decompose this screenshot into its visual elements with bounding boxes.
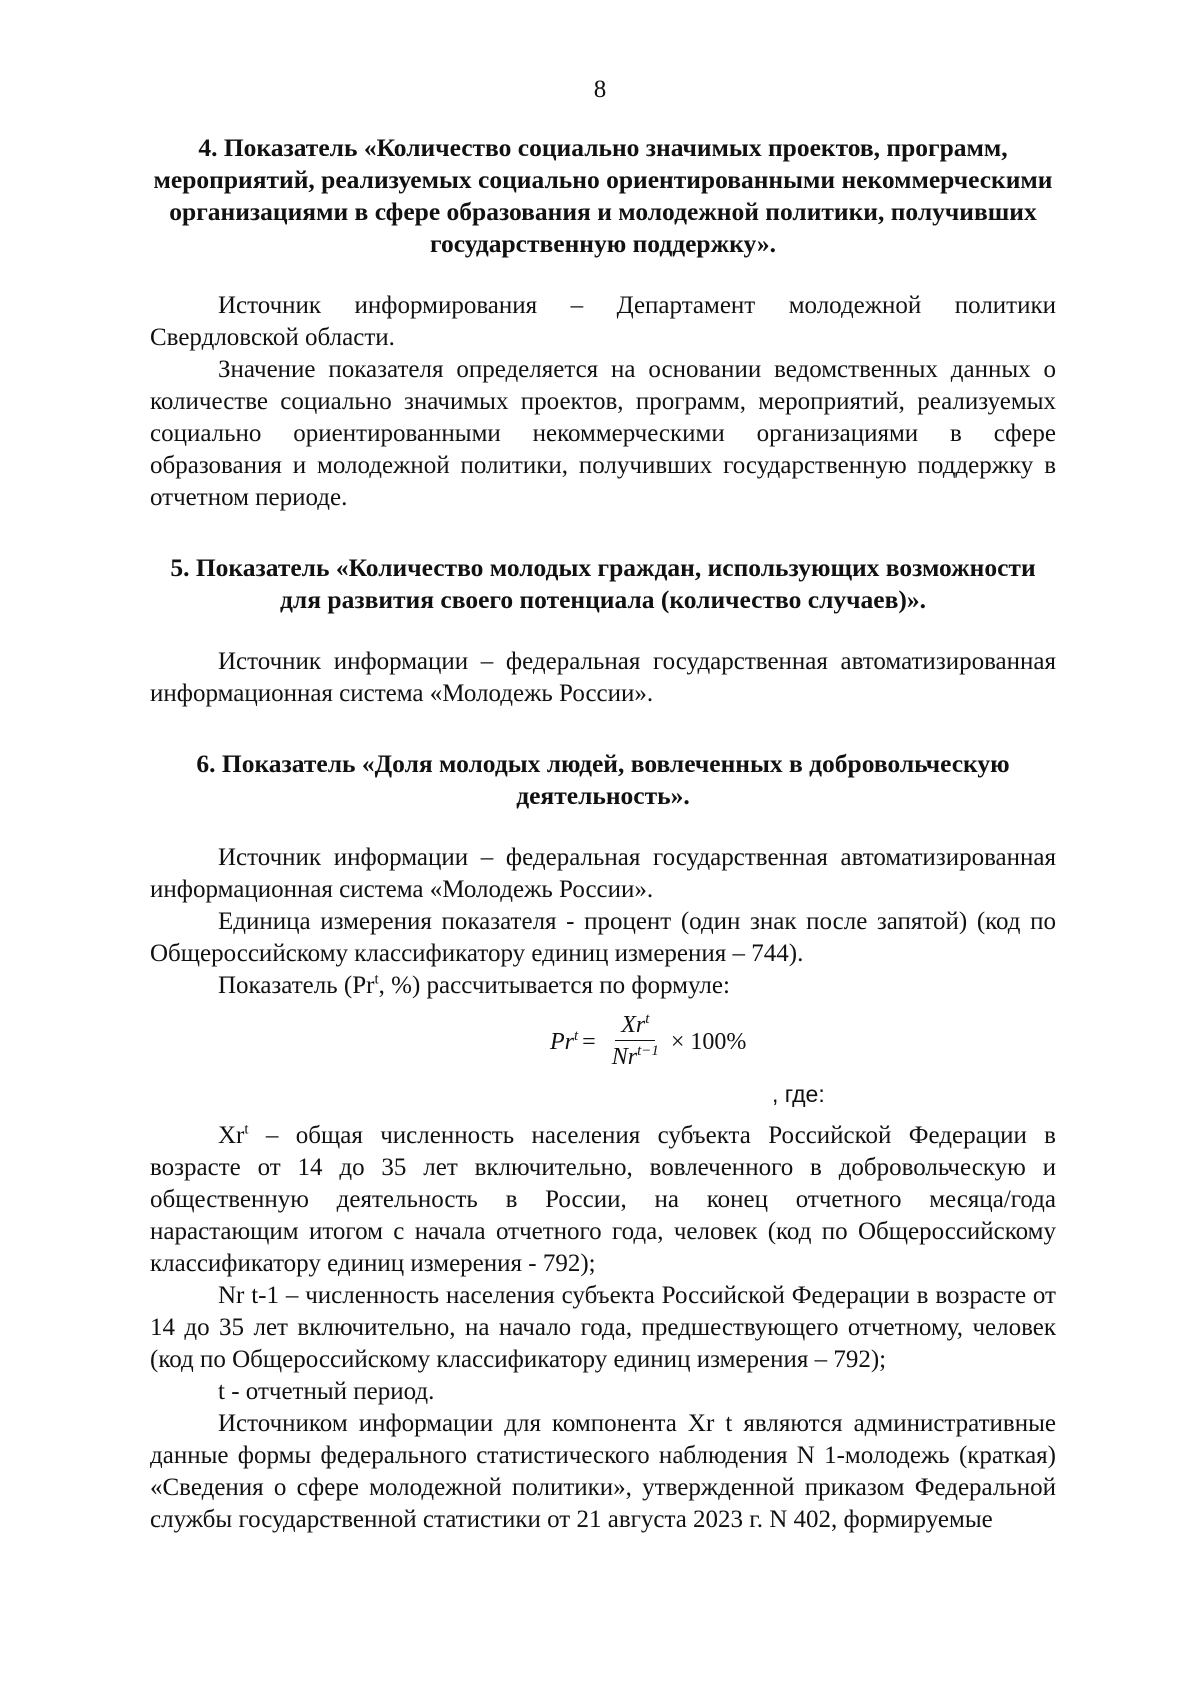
section-6-data-source-paragraph: Источником информации для компонента Xr t являются административные данные формы федерального статистического наблюдения N 1-молодежь (краткая) «Сведения о сфере молодежной политики», утвержденной приказом Федеральной службы государственной статистики от 21 августа 2023 г. N 402, формируемые [150,1410,1056,1533]
section-4-source-paragraph: Источник информирования – Департамент молодежной политики Свердловской области. [150,292,1056,351]
formula-numerator: Xr$^t$ [615,1010,655,1041]
formula-denominator: $Nr^{t-1}$ [611,1043,659,1070]
definition-xr: Xr$^t$ – общая численность населения субъекта Российской Федерации в возрасте от 14 до 35 лет включительно, вовлеченного в добровольческую и общественную деятельность в России, на конец отчетного месяца/года нарастающим итогом с начала отчетного года, человек (код по Общероссийскому классификатору единиц измерения - 792); [150,1121,1056,1277]
section-6-unit-paragraph: Единица измерения показателя - процент (один знак после запятой) (код по Общероссийскому классификатору единиц измерения – 744). [150,908,1056,967]
formula-where: , где: [772,1081,825,1107]
document-body [150,132,1056,1536]
definition-t: t - отчетный период. [218,1378,435,1405]
formula-block [150,1002,1056,1120]
section-6-heading: 6. Показатель «Доля молодых людей, вовлеченных в добровольческую деятельность». [196,749,1010,810]
section-4-method-paragraph: Значение показателя определяется на основании ведомственных данных о количестве социально значимых проектов, программ, мероприятий, реализуемых социально ориентированными некоммерческими организациями в сфере образования и молодежной политики, получивших государственную поддержку в отчетном периоде. [150,356,1056,511]
formula-fraction [606,1010,665,1073]
section-6-formula-intro: Показатель (Pr$^t$, %) рассчитывается по формуле: [218,971,730,999]
formula-equals: = [582,1028,596,1055]
definition-nr: Nr t-1 – численность населения субъекта Российской Федерации в возрасте от 14 до 35 лет включительно, на начало года, предшествующего отчетному, человек (код по Общероссийскому классификатору единиц измерения – 792); [150,1282,1056,1373]
section-5-source-paragraph: Источник информации – федеральная государственная автоматизированная информационная система «Молодежь России». [150,648,1056,707]
formula [550,1010,746,1073]
section-6-source-paragraph: Источник информации – федеральная государственная автоматизированная информационная система «Молодежь России». [150,844,1056,903]
page-number: 8 [593,76,607,103]
section-5-heading: 5. Показатель «Количество молодых граждан, использующих возможности для развития своего потенциала (количество случаев)». [170,553,1036,614]
section-4-heading: 4. Показатель «Количество социально значимых проектов, программ, мероприятий, реализуемых социально ориентированными некоммерческими организациями в сфере образования и молодежной политики, получивших государственную поддержку». [153,133,1053,258]
formula-multiplier: × 100% [670,1028,747,1055]
formula-lhs: Pr$^t$ [550,1027,579,1055]
